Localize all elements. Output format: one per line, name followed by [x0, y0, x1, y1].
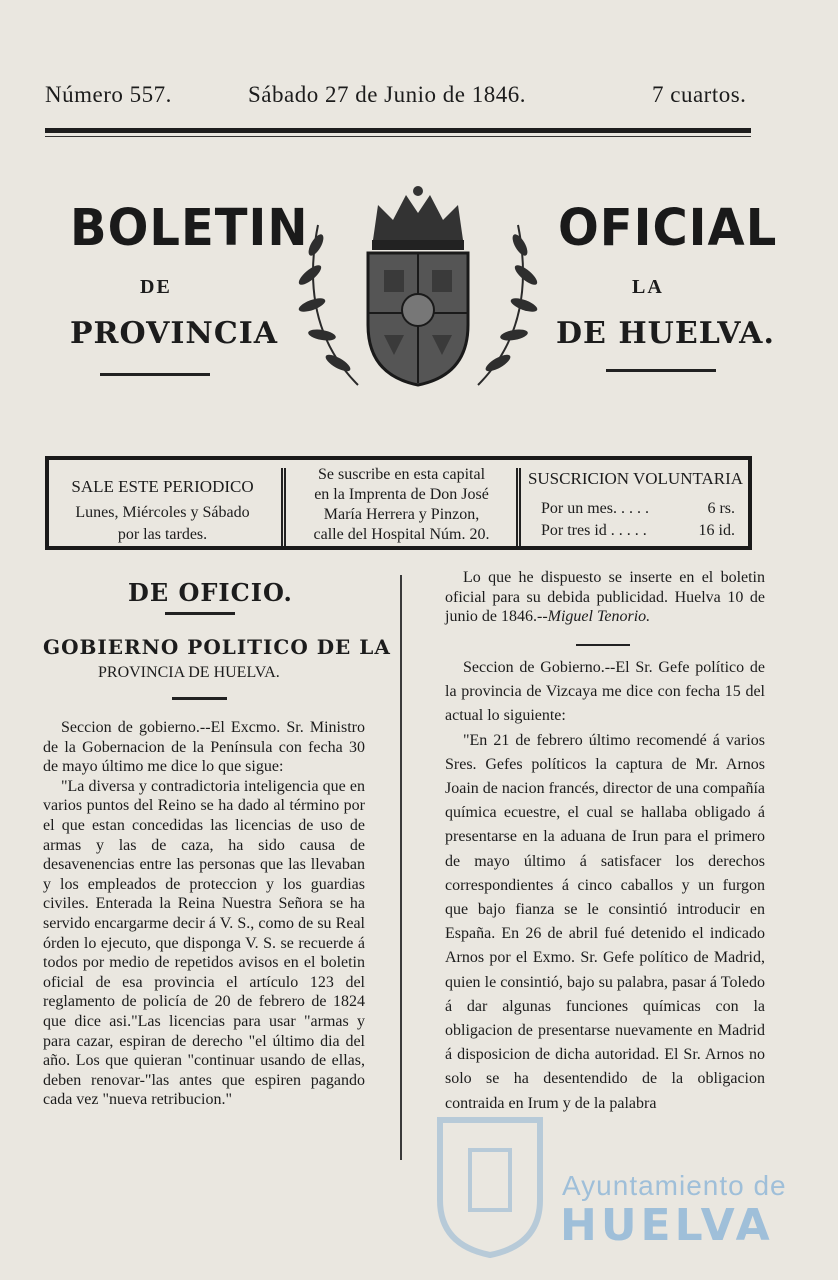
issue-date: Sábado 27 de Junio de 1846. [248, 82, 526, 107]
price-row1-value: 6 rs. [707, 500, 735, 517]
masthead-la: LA [632, 276, 664, 298]
right-intro [445, 568, 765, 627]
subscription-box [45, 456, 752, 550]
government-heading: GOBIERNO POLITICO DE LA [43, 635, 391, 659]
header-rule-thin [45, 136, 751, 137]
issue-number: Número 557. [45, 82, 172, 107]
left-paragraph-2: "La diversa y contradictoria inteligencia que en varios puntos del Reino se ha dado al término por el que estan concedidas las licencias de uso de armas y las de caza, ha sido causa de desavenencias entre las personas que las llevaban y los empleados de proteccion y los guardias civiles. Enterada la Reina Nuestra Señora se ha servido encargarme decir á V. S., como de su Real órden lo ejecuto, que disponga V. S. se recuerde á todos por medio de repetidos avisos en el boletin oficial de esa provincia el artículo 123 del reglamento de policía de 20 de febrero de 1824 que dice asi."Las licencias para usar "armas y para cazar, espiran de derecho "el último dia del año. Los que quieran "continuar usando de ellas, deben renovar-"las antes que espiren pagando cada vez "nueva retribucion." [43, 777, 365, 1109]
box-separator-1 [281, 468, 286, 546]
box-separator-2 [516, 468, 521, 546]
price-row2-value: 16 id. [698, 522, 735, 539]
frequency-line1: SALE ESTE PERIODICO [71, 477, 254, 496]
subscribe-line2: en la Imprenta de Don José [314, 486, 489, 503]
right-paragraph-1: Lo que he dispuesto se inserte en el boletin oficial para su debida publicidad. Huelva 10 de junio de 1846.-- [445, 569, 765, 626]
subscribe-line3: María Herrera y Pinzon, [323, 506, 480, 523]
right-paragraph-2: Seccion de Gobierno.--El Sr. Gefe político de la provincia de Vizcaya me dice con fecha 15 del actual lo siguiente: [445, 659, 765, 725]
column-divider [400, 575, 402, 1160]
masthead-oficial: OFICIAL [558, 198, 778, 258]
ornament-left [100, 373, 210, 376]
price-row2-label: Por tres id . . . . . [541, 522, 647, 539]
section-title: DE OFICIO. [128, 578, 293, 607]
header-rule [45, 128, 751, 133]
left-paragraph-1: Seccion de gobierno.--El Excmo. Sr. Ministro de la Gobernacion de la Península con fecha 30 de mayo último me dice lo que sigue: [43, 719, 365, 776]
subscribe-line4: calle del Hospital Núm. 20. [313, 526, 490, 543]
heading-rule [172, 697, 227, 700]
watermark-line2: HUELVA [560, 1200, 774, 1251]
government-subheading: PROVINCIA DE HUELVA. [98, 664, 280, 681]
ornament-right [606, 369, 716, 372]
voluntary-title: SUSCRICION VOLUNTARIA [527, 469, 744, 488]
left-column-text [43, 718, 365, 1110]
right-column-text [445, 656, 765, 1116]
section-rule [165, 612, 235, 615]
subscribe-line1: Se suscribe en esta capital [317, 466, 486, 483]
right-rule [576, 644, 630, 646]
frequency-line3: por las tardes. [117, 526, 208, 543]
masthead-de: DE [140, 276, 172, 298]
masthead-huelva: DE HUELVA. [556, 316, 775, 351]
right-paragraph-3: "En 21 de febrero último recomendé á varios Sres. Gefes políticos la captura de Mr. Arnos Joain de nacion francés, director de una compañía química ecuestre, el cual se hallaba obligado á presentarse en la aduana de Irun para el primero de mayo último á satisfacer los derechos correspondientes á cinco caballos y un furgon que bajo fianza se le consintió introducir en España. En 26 de abril fué detenido el indicado Arnos por el Exmo. Sr. Gefe político de Madrid, quien le consintió, bajo su palabra, pasar á Toledo á dar algunas funciones químicas con la obligacion de presentarse nuevamente en Madrid á disposicion de dicha autoridad. El Sr. Arnos no solo se ha desentendido de la obligacion contraida en Irum y de la palabra [445, 731, 765, 1112]
masthead-boletin: BOLETIN [70, 198, 309, 258]
watermark-line1: Ayuntamiento de [562, 1170, 787, 1201]
masthead-provincia: PROVINCIA [70, 316, 279, 351]
signature: Miguel Tenorio. [547, 608, 651, 626]
frequency-line2: Lunes, Miércoles y Sábado [75, 504, 250, 521]
issue-price: 7 cuartos. [652, 82, 747, 107]
coat-of-arms-icon [288, 185, 548, 395]
price-row1-label: Por un mes. . . . . [541, 500, 649, 517]
